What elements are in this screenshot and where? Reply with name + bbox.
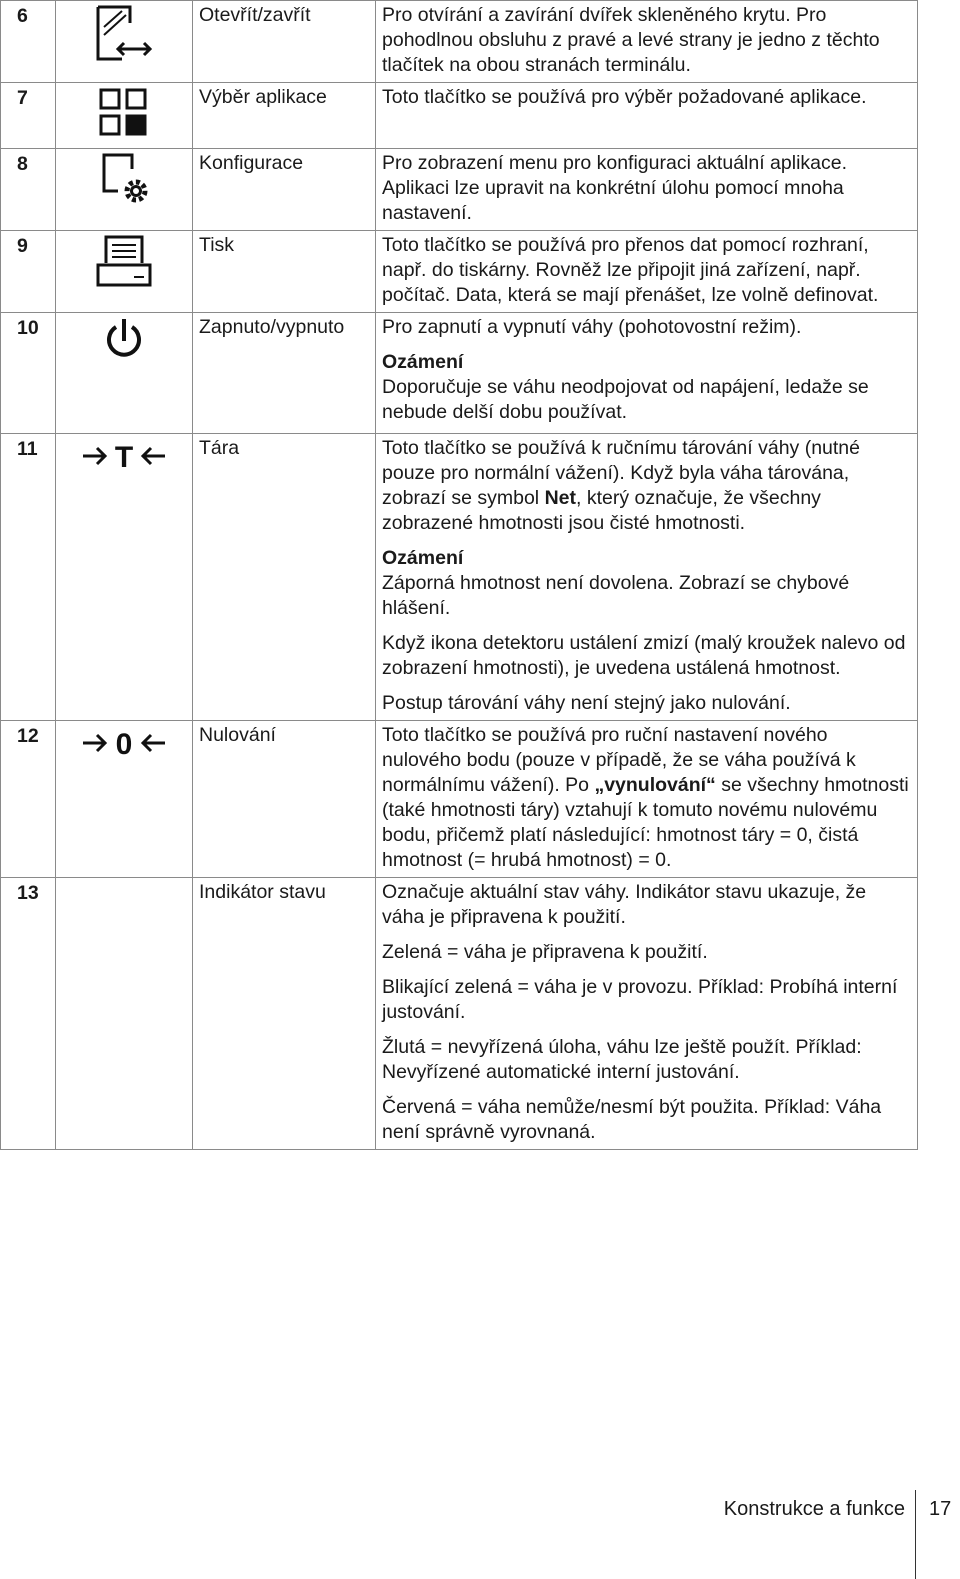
function-name: Nulování — [193, 721, 376, 878]
table-row — [1, 878, 918, 1150]
row-number: 9 — [1, 231, 56, 313]
svg-text:0: 0 — [115, 728, 133, 761]
function-name: Otevřít/zavřít — [193, 1, 376, 83]
power-icon — [92, 315, 156, 365]
description: Toto tlačítko se používá pro přenos dat pomocí rozhraní, např. do tiskárny. Rovněž lze připojit jiná zařízení, např. počítač. Data, která se mají přenášet, lze volně definovat. — [382, 234, 879, 306]
table-row — [1, 83, 918, 149]
zero-icon — [79, 723, 169, 763]
function-name: Indikátor stavu — [193, 878, 376, 1150]
svg-text:T: T — [114, 441, 134, 474]
row-number: 11 — [1, 434, 56, 721]
row-number: 13 — [1, 878, 56, 1150]
row-number: 6 — [1, 1, 56, 83]
table-row — [1, 434, 918, 721]
table-row — [1, 1, 918, 83]
note-title: Ozámení — [382, 547, 464, 569]
function-name: Konfigurace — [193, 149, 376, 231]
function-name: Výběr aplikace — [193, 83, 376, 149]
note-text: Záporná hmotnost není dovolena. Zobrazí se chybové hlášení. — [382, 572, 850, 619]
section-title: Konstrukce a funkce — [723, 1498, 905, 1520]
function-name: Tára — [193, 434, 376, 721]
description: Postup tárování váhy není stejný jako nulování. — [382, 692, 791, 714]
tare-icon — [79, 436, 169, 476]
table-row — [1, 721, 918, 878]
description: Toto tlačítko se používá k ručnímu tárování váhy (nutné pouze pro normální vážení). Když byla váha tárována, zobrazí se symbol Net, který označuje, že všechny zobrazené hmotnosti jsou čisté hmotnosti. — [382, 437, 860, 534]
description: Pro zobrazení menu pro konfiguraci aktuální aplikace. Aplikaci lze upravit na konkrétní úlohu pomocí mnoha nastavení. — [382, 152, 848, 224]
note-title: Ozámení — [382, 351, 464, 373]
row-number: 7 — [1, 83, 56, 149]
printer-icon — [92, 233, 156, 291]
door-open-close-icon — [92, 3, 156, 63]
description: Zelená = váha je připravena k použití. — [382, 941, 708, 963]
description: Toto tlačítko se používá pro výběr požadované aplikace. — [382, 86, 867, 108]
application-grid-icon — [92, 85, 156, 145]
row-number: 10 — [1, 313, 56, 434]
description: Pro zapnutí a vypnutí váhy (pohotovostní režim). — [382, 316, 802, 338]
table-row — [1, 149, 918, 231]
page-number: 17 — [929, 1498, 952, 1520]
table-row — [1, 231, 918, 313]
description: Označuje aktuální stav váhy. Indikátor stavu ukazuje, že váha je připravena k použití. — [382, 881, 867, 928]
note-text: Doporučuje se váhu neodpojovat od napájení, ledaže se nebude delší dobu používat. — [382, 376, 869, 423]
description: Blikající zelená = váha je v provozu. Příklad: Probíhá interní justování. — [382, 976, 898, 1023]
table-row — [1, 313, 918, 434]
function-name: Tisk — [193, 231, 376, 313]
description: Když ikona detektoru ustálení zmizí (malý kroužek nalevo od zobrazení hmotnosti), je uvedena ustálená hmotnost. — [382, 632, 906, 679]
configuration-gear-icon — [92, 151, 156, 207]
description: Pro otvírání a zavírání dvířek skleněného krytu. Pro pohodlnou obsluhu z pravé a levé strany je jedno z těchto tlačítek na obou stranách terminálu. — [382, 4, 880, 76]
page-footer — [0, 1490, 960, 1579]
row-number: 12 — [1, 721, 56, 878]
row-number: 8 — [1, 149, 56, 231]
function-name: Zapnuto/vypnuto — [193, 313, 376, 434]
description: Žlutá = nevyřízená úloha, váhu lze ještě použít. Příklad: Nevyřízené automatické interní justování. — [382, 1036, 862, 1083]
description: Červená = váha nemůže/nesmí být použita. Příklad: Váha není správně vyrovnaná. — [382, 1096, 882, 1143]
description: Toto tlačítko se používá pro ruční nastavení nového nulového bodu (pouze v případě, že se váha používá k normálnímu vážení). Po „vynulování“ se všechny hmotnosti (také hmotnosti táry) vztahují k tomuto novému nulovému bodu, přičemž platí následující: hmotnost táry = 0, čistá hmotnost (= hrubá hmotnost) = 0. — [382, 724, 909, 871]
footer-divider — [915, 1490, 916, 1579]
